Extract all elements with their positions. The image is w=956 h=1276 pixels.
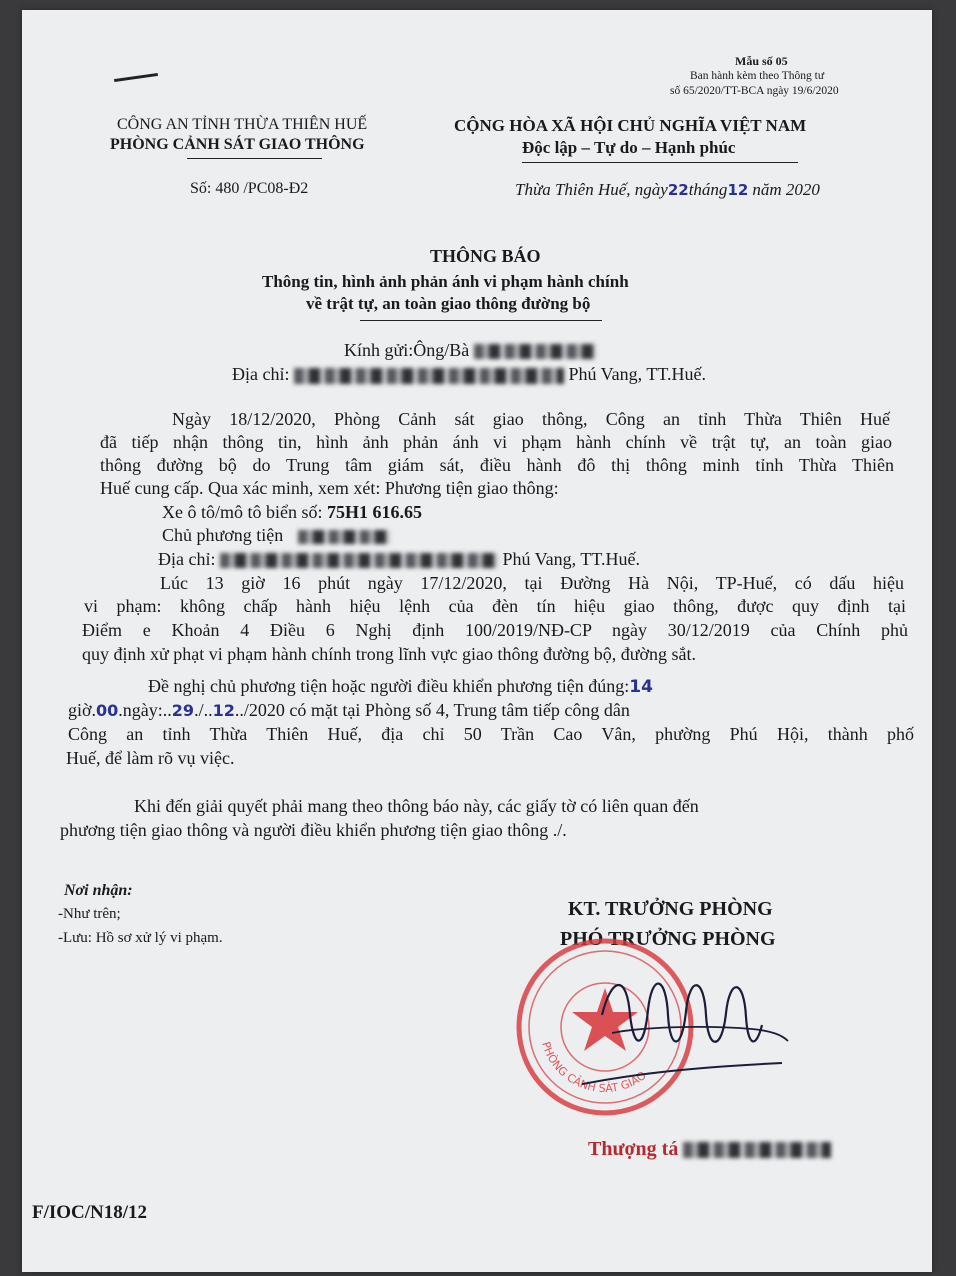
date-month-word: tháng [688, 180, 728, 199]
form-issued-line2: số 65/2020/TT-BCA ngày 19/6/2020 [670, 85, 839, 97]
form-issued-line1: Ban hành kèm theo Thông tư [690, 70, 825, 82]
redacted-owner-address [220, 553, 498, 568]
owner-label: Chủ phương tiện [162, 525, 284, 545]
motto-underline [522, 162, 798, 163]
title-sub1: Thông tin, hình ảnh phản ánh vi phạm hành chính [262, 272, 629, 291]
recipients-item2: -Lưu: Hồ sơ xử lý vi phạm. [58, 930, 223, 946]
p1-line3: thông đường bộ do Trung tâm giám sát, điều hành đô thị thông minh tỉnh Thừa Thiên [100, 455, 894, 475]
redacted-signer-name [683, 1142, 831, 1158]
recipients-heading: Nơi nhận: [64, 882, 133, 899]
title-sub2: về trật tự, an toàn giao thông đường bộ [306, 294, 591, 313]
recipient-greeting [344, 340, 596, 361]
date-prefix: Thừa Thiên Huế, ngày [515, 180, 668, 199]
signer-rank-text: Thượng tá [588, 1138, 679, 1160]
footer-code: F/IOC/N18/12 [32, 1202, 148, 1223]
date-year: năm 2020 [752, 180, 820, 199]
pen-mark [114, 73, 158, 82]
p3-minute: 00 [96, 701, 119, 720]
p1-line2: đã tiếp nhận thông tin, hình ảnh phản ánh vi phạm hành chính về trật tự, an toàn giao [100, 432, 892, 452]
title-main: THÔNG BÁO [430, 246, 541, 266]
p3-month: 12 [212, 701, 235, 720]
signature-line2: PHÓ TRƯỞNG PHÒNG [560, 928, 776, 950]
p4-line1: Khi đến giải quyết phải mang theo thông báo này, các giấy tờ có liên quan đến [134, 796, 699, 816]
agency-underline [187, 158, 322, 159]
document-number: Số: 480 /PC08-Đ2 [190, 180, 309, 197]
p1-line1: Ngày 18/12/2020, Phòng Cảnh sát giao thông, Công an tỉnh Thừa Thiên Huế [172, 409, 890, 429]
owner-line [162, 525, 390, 546]
p3-line1 [148, 676, 653, 697]
p3-line2-tail: ../2020 có mặt tại Phòng số 4, Trung tâm tiếp công dân [234, 700, 630, 720]
signer-rank [588, 1138, 831, 1161]
p2-line4: quy định xử phạt vi phạm hành chính trong lĩnh vực giao thông đường bộ, đường sắt. [82, 644, 696, 664]
p3-line4: Huế, để làm rõ vụ việc. [66, 748, 235, 768]
nation-name: CỘNG HÒA XÃ HỘI CHỦ NGHĨA VIỆT NAM [454, 116, 807, 135]
recipients-item1: -Như trên; [58, 906, 121, 922]
p2-line1: Lúc 13 giờ 16 phút ngày 17/12/2020, tại Đường Hà Nội, TP-Huế, có dấu hiệu [160, 573, 904, 593]
form-number: Mẫu số 05 [735, 54, 788, 68]
date-day: 22 [667, 181, 689, 199]
owner-address-tail: Phú Vang, TT.Huế. [502, 549, 640, 569]
p1-line4: Huế cung cấp. Qua xác minh, xem xét: Phương tiện giao thông: [100, 478, 559, 498]
date-month: 12 [727, 181, 749, 199]
title-underline [360, 320, 602, 321]
p3-line3: Công an tỉnh Thừa Thiên Huế, địa chỉ 50 Trần Cao Vân, phường Phú Hội, thành phố [68, 724, 914, 744]
p3-line1-text: Đề nghị chủ phương tiện hoặc người điều khiển phương tiện đúng: [148, 676, 630, 696]
owner-address-line [158, 549, 640, 570]
redacted-address [294, 368, 564, 384]
plate-label: Xe ô tô/mô tô biển số: [162, 502, 323, 522]
document-page [22, 10, 932, 1272]
address-label: Địa chỉ: [232, 364, 290, 384]
p2-line3: Điểm e Khoản 4 Điều 6 Nghị định 100/2019/NĐ-CP ngày 30/12/2019 của Chính phủ [82, 620, 908, 640]
agency-name: PHÒNG CẢNH SÁT GIAO THÔNG [110, 136, 365, 153]
nation-motto: Độc lập – Tự do – Hạnh phúc [522, 138, 736, 157]
p3-ngay: .ngày:.. [118, 700, 172, 720]
vehicle-plate-line [162, 502, 422, 523]
p3-gio: giờ. [68, 700, 97, 720]
signature-line1: KT. TRƯỞNG PHÒNG [568, 898, 773, 920]
p2-line2: vi phạm: không chấp hành hiệu lệnh của đèn tín hiệu giao thông, được quy định tại [84, 596, 906, 616]
p3-hour: 14 [629, 677, 653, 697]
greeting-text: Kính gửi:Ông/Bà [344, 340, 470, 360]
owner-address-label: Địa chỉ: [158, 549, 216, 569]
signature-scribble [582, 955, 812, 1105]
stamp-text: PHÒNG CẢNH SÁT GIAO [539, 1040, 649, 1096]
p3-line2 [68, 700, 630, 721]
redacted-name [474, 344, 596, 359]
p4-line2: phương tiện giao thông và người điều khiển phương tiện giao thông ./. [60, 820, 567, 840]
plate-number: 75H1 616.65 [327, 502, 423, 522]
document-date [515, 180, 820, 200]
p3-sep: ./.. [194, 700, 213, 720]
address-tail: Phú Vang, TT.Huế. [568, 364, 706, 384]
p3-day: 29 [171, 701, 195, 720]
redacted-owner [298, 530, 390, 544]
agency-parent: CÔNG AN TỈNH THỪA THIÊN HUẾ [117, 116, 368, 133]
recipient-address [232, 364, 706, 385]
